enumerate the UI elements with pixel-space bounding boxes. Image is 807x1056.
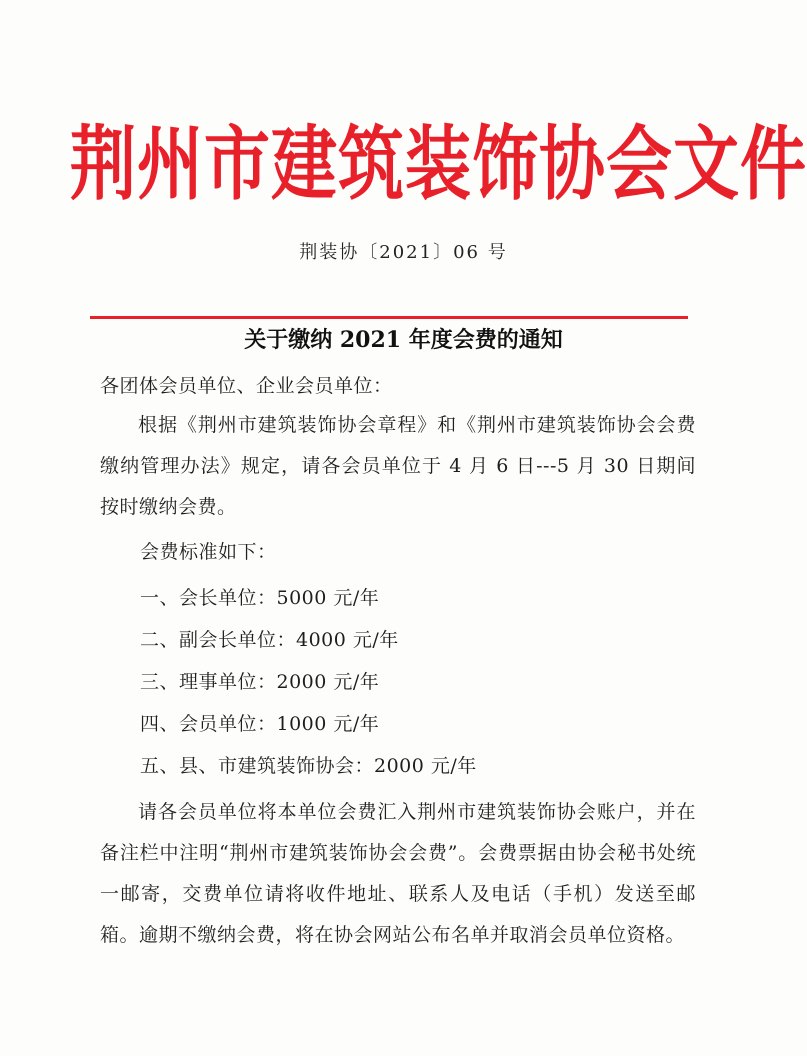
salutation: 各团体会员单位、企业会员单位： [100, 375, 393, 397]
fee-item-president: 一、会长单位：5000 元/年 [140, 587, 380, 609]
fee-item-vice-president: 二、副会长单位：4000 元/年 [140, 629, 399, 651]
document-header-title: 荆州市建筑装饰协会文件 [70, 117, 807, 212]
fee-standard-heading: 会费标准如下： [140, 541, 277, 563]
fee-list [140, 577, 477, 787]
fee-item-member: 四、会员单位：1000 元/年 [140, 713, 380, 735]
red-divider-line [90, 316, 688, 319]
paragraph-regulation: 根据《荆州市建筑装饰协会章程》和《荆州市建筑装饰协会会费缴纳管理办法》规定，请各会员单位于 4 月 6 日---5 月 30 日期间按时缴纳会费。 [100, 414, 696, 518]
paragraph-payment-instructions: 请各会员单位将本单位会费汇入荆州市建筑装饰协会账户，并在备注栏中注明“荆州市建筑装饰协会会费”。会费票据由协会秘书处统一邮寄，交费单位请将收件地址、联系人及电话（手机）发送至邮箱。逾期不缴纳会费，将在协会网站公布名单并取消会员单位资格。 [100, 801, 696, 946]
document-number: 荆装协〔2021〕06 号 [299, 242, 508, 263]
fee-item-county-association: 五、县、市建筑装饰协会：2000 元/年 [140, 755, 477, 777]
fee-item-council: 三、理事单位：2000 元/年 [140, 671, 380, 693]
notice-title: 关于缴纳 2021 年度会费的通知 [244, 327, 563, 353]
